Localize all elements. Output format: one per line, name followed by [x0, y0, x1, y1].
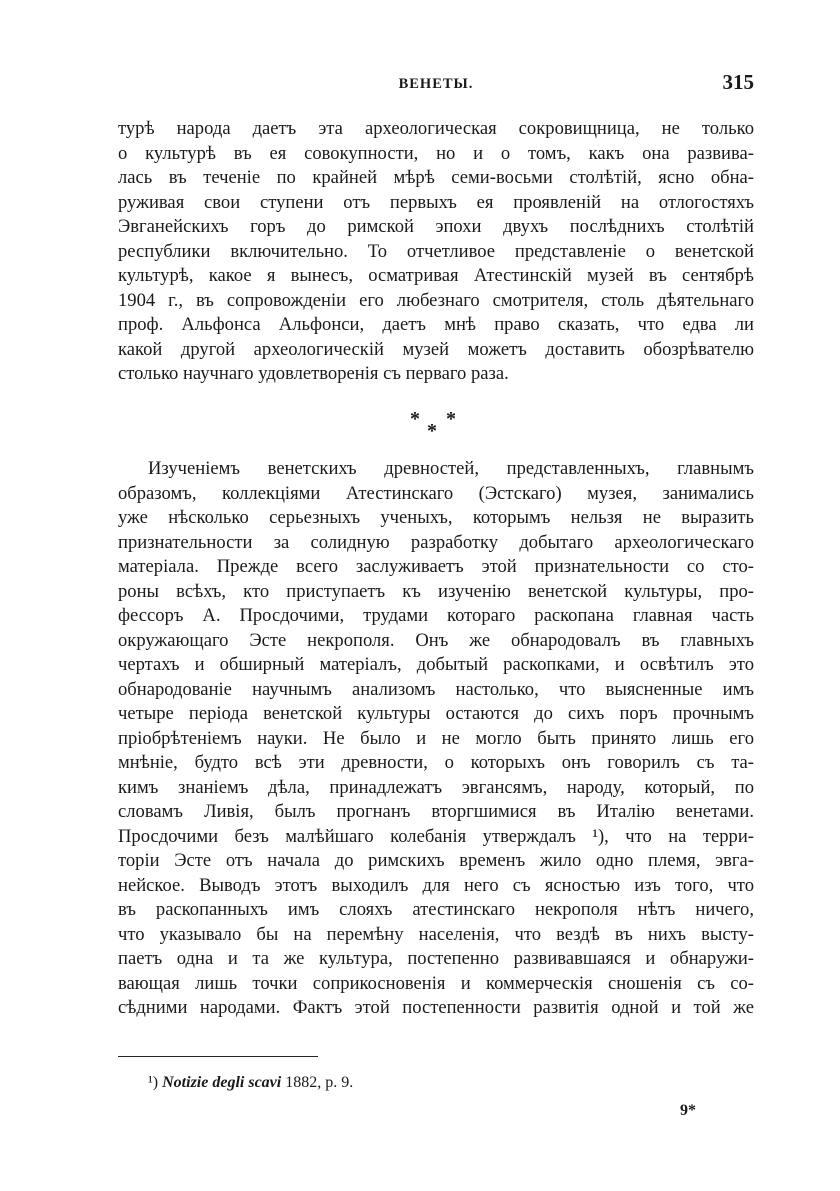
text-line: обнародованіе научнымъ анализомъ настолько, что выясненные имъ: [118, 678, 754, 700]
text-line: культурѣ, какое я вынесъ, осматривая Атестинскій музей въ сентябрѣ: [118, 265, 754, 286]
asterisk: *: [446, 408, 456, 430]
text-line: турѣ народа даетъ эта археологическая сокровищница, не только: [118, 118, 754, 139]
footnote-marker: ¹): [148, 1074, 159, 1091]
text-line: роны всѣхъ, кто приступаетъ къ изученію венетской культуры, про-: [118, 580, 754, 602]
text-line: кимъ знаніемъ дѣла, принадлежатъ эвгансямъ, народу, который, по: [118, 776, 754, 798]
text-line: матеріала. Прежде всего заслуживаетъ этой признательности со сто-: [118, 556, 754, 577]
text-line: пріобрѣтеніемъ науки. Не было и не могло быть принято лишь его: [118, 727, 754, 749]
paragraph-main: [118, 457, 754, 1021]
text-line: проф. Альфонса Альфонси, даетъ мнѣ право сказать, что едва ли: [118, 314, 754, 335]
asterism-divider: [400, 408, 470, 442]
text-line: столько научнаго удовлетворенія съ перваго раза.: [118, 363, 509, 384]
text-line: Эвганейскихъ горъ до римской эпохи двухъ послѣднихъ столѣтій: [118, 216, 754, 237]
footnote-reference: 1882, p. 9.: [281, 1074, 354, 1091]
text-line: мнѣніе, будто всѣ эти древности, о которыхъ онъ говорилъ съ та-: [118, 752, 754, 773]
text-line: руживая свои ступени отъ первыхъ ея проявленій на отлогостяхъ: [118, 191, 754, 213]
running-title: ВЕНЕТЫ.: [398, 76, 474, 92]
text-line: какой другой археологическій музей можетъ доставить обозрѣвателю: [118, 338, 754, 360]
asterisk: *: [427, 420, 437, 442]
asterisk: *: [410, 408, 420, 430]
page-header: [118, 70, 754, 96]
paragraph-continuation: [118, 117, 754, 387]
text-line: 1904 г., въ сопровожденіи его любезнаго смотрителя, столь дѣятельнаго: [118, 289, 754, 311]
page-number: 315: [722, 70, 754, 94]
text-line: окружающаго Эсте некрополя. Онъ же обнародовалъ въ главныхъ: [118, 629, 754, 651]
text-line: фессоръ А. Просдочими, трудами котораго раскопана главная часть: [118, 605, 754, 626]
text-line: вающая лишь точки соприкосновенія и коммерческія сношенія съ со-: [118, 972, 754, 994]
text-line: что указывало бы на перемѣну населенія, что вездѣ въ нихъ высту-: [118, 923, 754, 945]
text-line: образомъ, коллекціями Атестинскаго (Эстскаго) музея, занимались: [118, 482, 754, 504]
text-line: въ раскопанныхъ имъ слояхъ атестинскаго некрополя нѣтъ ничего,: [118, 899, 754, 920]
text-line: торіи Эсте отъ начала до римскихъ временъ жило одно племя, эвга-: [118, 850, 754, 871]
text-line: нейское. Выводъ этотъ выходилъ для него съ ясностью изъ того, что: [118, 874, 754, 896]
text-line: паетъ одна и та же культура, постепенно развивавшаяся и обнаружи-: [118, 948, 754, 969]
text-line: словамъ Ливія, былъ прогнанъ вторгшимися въ Италію венетами.: [118, 801, 754, 822]
text-line: признательности за солидную разработку добытаго археологическаго: [118, 531, 754, 553]
text-line: Просдочими безъ малѣйшаго колебанія утверждалъ ¹), что на терри-: [118, 825, 754, 847]
text-line: уже нѣсколько серьезныхъ ученыхъ, которымъ нельзя не выразить: [118, 507, 754, 528]
text-line: четыре періода венетской культуры остаются до сихъ поръ прочнымъ: [118, 703, 754, 724]
text-line: сѣдними народами. Фактъ этой постепенности развитія одной и той же: [118, 997, 754, 1018]
text-line: республики включительно. То отчетливое представленіе о венетской: [118, 240, 754, 262]
text-line: Изученіемъ венетскихъ древностей, представленныхъ, главнымъ: [148, 458, 754, 479]
footnote: [148, 1074, 353, 1092]
footnote-title: Notizie degli scavi: [162, 1074, 282, 1091]
signature-mark: 9*: [680, 1102, 696, 1119]
text-line: чертахъ и обширный матеріалъ, добытый раскопками, и освѣтилъ это: [118, 654, 754, 675]
text-line: о культурѣ въ ея совокупности, но и о томъ, какъ она развива-: [118, 142, 754, 164]
footnote-rule: [118, 1056, 318, 1057]
text-line: лась въ теченіе по крайней мѣрѣ семи-восьми столѣтій, ясно обна-: [118, 167, 754, 188]
